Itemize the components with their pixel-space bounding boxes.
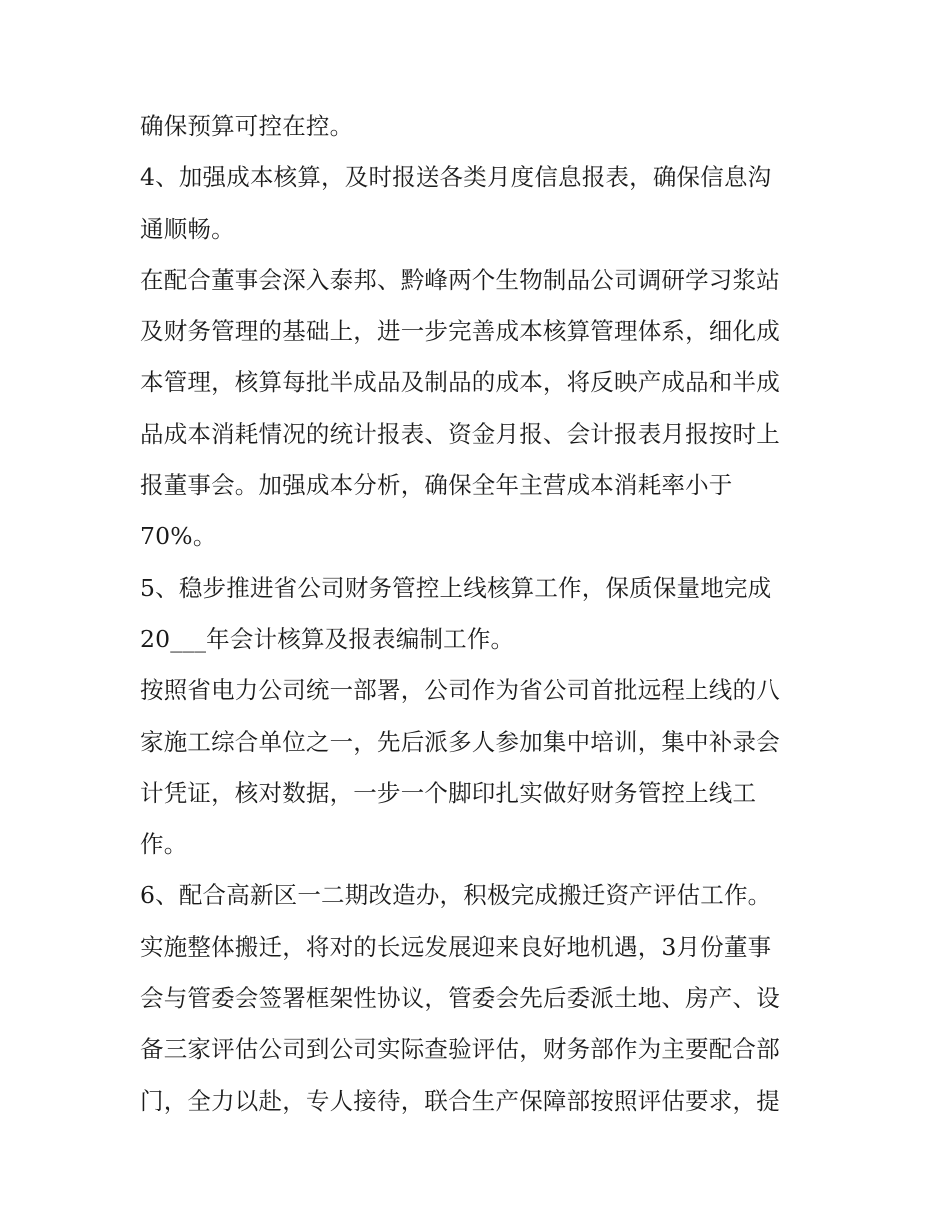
text-line: 在配合董事会深入泰邦、黔峰两个生物制品公司调研学习浆站 <box>140 265 780 294</box>
text-line: 及财务管理的基础上，进一步完善成本核算管理体系，细化成 <box>140 317 780 346</box>
text-line: 品成本消耗情况的统计报表、资金月报、会计报表月报按时上 <box>140 419 780 448</box>
section-heading-4: 4、加强成本核算，及时报送各类月度信息报表，确保信息沟 <box>140 163 772 192</box>
text-line: 作。 <box>140 830 188 859</box>
section-heading-5: 5、稳步推进省公司财务管控上线核算工作，保质保量地完成 <box>140 573 772 602</box>
text-line: 70%。 <box>140 522 217 551</box>
text-line: 20___年会计核算及报表编制工作。 <box>140 624 515 653</box>
text-line: 备三家评估公司到公司实际查验评估，财务部作为主要配合部 <box>140 1035 780 1064</box>
text-line: 计凭证，核对数据，一步一个脚印扎实做好财务管控上线工 <box>140 778 757 807</box>
text-line: 门，全力以赴，专人接待，联合生产保障部按照评估要求，提 <box>140 1086 780 1115</box>
document-body <box>140 101 830 1127</box>
text-line: 报董事会。加强成本分析，确保全年主营成本消耗率小于 <box>140 471 733 500</box>
text-line: 家施工综合单位之一，先后派多人参加集中培训，集中补录会 <box>140 727 780 756</box>
text-line: 按照省电力公司统一部署，公司作为省公司首批远程上线的八 <box>140 676 780 705</box>
text-line: 实施整体搬迁，将对的长远发展迎来良好地机遇，3月份董事 <box>140 932 772 961</box>
text-line: 会与管委会签署框架性协议，管委会先后委派土地、房产、设 <box>140 984 780 1013</box>
text-line: 本管理，核算每批半成品及制品的成本，将反映产成品和半成 <box>140 368 780 397</box>
text-line: 确保预算可控在控。 <box>140 112 354 140</box>
section-heading-6: 6、配合高新区一二期改造办，积极完成搬迁资产评估工作。 <box>140 881 772 910</box>
text-line: 通顺畅。 <box>140 214 235 243</box>
